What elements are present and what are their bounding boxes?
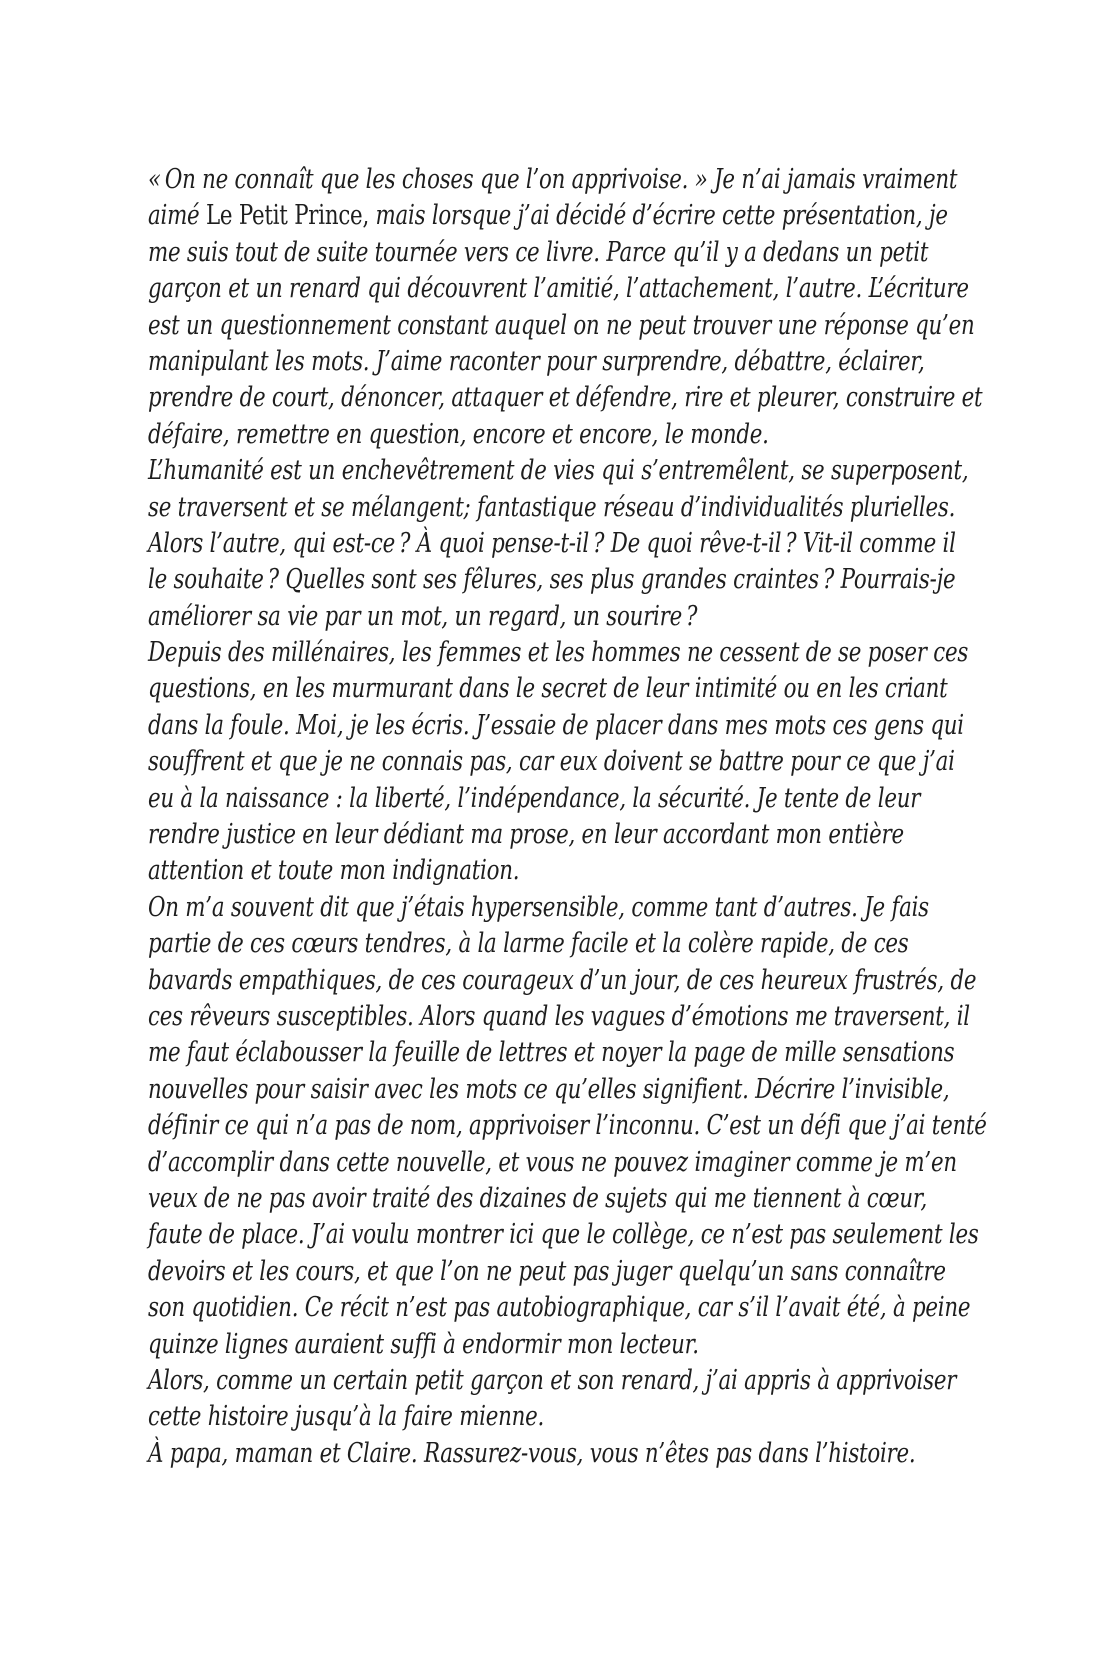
preface-text-block	[148, 162, 987, 1472]
text-segment: Alors, comme un certain petit garçon et son renard, j’ai appris à apprivoiser	[148, 1364, 957, 1396]
text-segment: quinze lignes auraient suffi à endormir mon lecteur.	[148, 1328, 699, 1360]
text-line	[148, 344, 925, 380]
text-line	[148, 1399, 804, 1435]
text-line	[148, 1327, 804, 1363]
text-line	[148, 271, 969, 307]
text-segment: Depuis des millénaires, les femmes et les hommes ne cessent de se poser ces	[148, 637, 969, 669]
text-line	[148, 453, 969, 489]
text-line	[148, 308, 975, 344]
text-line	[148, 853, 804, 889]
text-segment: d’accomplir dans cette nouvelle, et vous ne pouvez imaginer comme je m’en	[148, 1146, 957, 1178]
text-line	[148, 562, 956, 598]
text-segment: se traversent et se mélangent; fantastique réseau d’individualités plurielles.	[148, 491, 956, 523]
text-segment: faute de place. J’ai voulu montrer ici que le collège, ce n’est pas seulement les	[148, 1219, 979, 1251]
text-segment: attention et toute mon indignation.	[148, 855, 520, 887]
text-line	[148, 1290, 971, 1326]
text-line	[148, 635, 969, 671]
text-line	[148, 890, 929, 926]
text-segment: questions, en les murmurant dans le secret de leur intimité ou en les criant	[148, 673, 948, 705]
text-line	[148, 708, 964, 744]
text-line	[148, 1145, 957, 1181]
text-segment: me suis tout de suite tournée vers ce livre. Parce qu’il y a dedans un petit	[148, 236, 929, 268]
text-line	[148, 380, 983, 416]
text-line	[148, 417, 804, 453]
text-segment: le souhaite ? Quelles sont ses fêlures, ses plus grandes craintes ? Pourrais-je	[148, 564, 956, 596]
text-segment: définir ce qui n’a pas de nom, apprivoiser l’inconnu. C’est un défi que j’ai tenté	[148, 1110, 987, 1142]
text-line	[148, 1254, 946, 1290]
text-segment: prendre de court, dénoncer, attaquer et défendre, rire et pleurer, construire et	[148, 382, 983, 414]
text-line	[148, 817, 904, 853]
text-segment: ces rêveurs susceptibles. Alors quand les vagues d’émotions me traversent, il	[148, 1000, 970, 1032]
text-line	[148, 1217, 979, 1253]
text-line	[148, 926, 909, 962]
text-line	[148, 599, 804, 635]
text-segment: défaire, remettre en question, encore et encore, le monde.	[148, 418, 769, 450]
text-segment: « On ne connaît que les choses que l’on apprivoise. » Je n’ai jamais vraiment	[148, 164, 958, 195]
text-segment: garçon et un renard qui découvrent l’amitié, l’attachement, l’autre. L’écriture	[148, 273, 969, 305]
text-line	[148, 162, 958, 198]
text-segment: cette histoire jusqu’à la faire mienne.	[148, 1401, 545, 1433]
text-segment: manipulant les mots. J’aime raconter pour surprendre, débattre, éclairer,	[148, 345, 925, 377]
text-segment: son quotidien. Ce récit n’est pas autobiographique, car s’il l’avait été, à peine	[148, 1292, 971, 1324]
book-title-mention: Le Petit Prince,	[205, 200, 369, 232]
text-segment: améliorer sa vie par un mot, un regard, un sourire ?	[148, 600, 698, 632]
text-segment: mais lorsque j’ai décidé d’écrire cette présentation, je	[368, 200, 948, 232]
text-line	[148, 744, 955, 780]
text-line	[148, 198, 948, 234]
text-line	[148, 526, 956, 562]
text-line	[148, 235, 929, 271]
text-line	[148, 1035, 955, 1071]
text-line	[148, 1363, 957, 1399]
text-segment: veux de ne pas avoir traité des dizaines de sujets qui me tiennent à cœur,	[148, 1182, 928, 1214]
text-line	[148, 1436, 916, 1472]
text-line	[148, 490, 956, 526]
text-segment: eu à la naissance : la liberté, l’indépendance, la sécurité. Je tente de leur	[148, 782, 921, 814]
text-segment: est un questionnement constant auquel on ne peut trouver une réponse qu’en	[148, 309, 975, 341]
text-line	[148, 1108, 987, 1144]
text-segment: me faut éclabousser la feuille de lettres et noyer la page de mille sensations	[148, 1037, 955, 1069]
text-segment: On m’a souvent dit que j’étais hypersensible, comme tant d’autres. Je fais	[148, 891, 929, 923]
text-segment: L’humanité est un enchevêtrement de vies qui s’entremêlent, se superposent,	[148, 455, 969, 487]
text-line	[148, 1072, 950, 1108]
text-line	[148, 671, 948, 707]
text-segment: dans la foule. Moi, je les écris. J’essaie de placer dans mes mots ces gens qui	[148, 709, 964, 741]
text-segment: devoirs et les cours, et que l’on ne peut pas juger quelqu’un sans connaître	[148, 1255, 946, 1287]
text-line	[148, 999, 970, 1035]
text-line	[148, 781, 921, 817]
text-segment: rendre justice en leur dédiant ma prose, en leur accordant mon entière	[148, 819, 904, 851]
text-line	[148, 963, 977, 999]
text-segment: partie de ces cœurs tendres, à la larme facile et la colère rapide, de ces	[148, 928, 909, 960]
text-segment: nouvelles pour saisir avec les mots ce qu’elles signifient. Décrire l’invisible,	[148, 1073, 950, 1105]
text-line	[148, 1181, 928, 1217]
text-segment: Alors l’autre, qui est-ce ? À quoi pense-t-il ? De quoi rêve-t-il ? Vit-il comme il	[148, 527, 956, 559]
text-segment: souffrent et que je ne connais pas, car eux doivent se battre pour ce que j’ai	[148, 746, 955, 778]
text-segment: À papa, maman et Claire. Rassurez-vous, vous n’êtes pas dans l’histoire.	[148, 1437, 916, 1469]
text-segment: aimé	[148, 200, 206, 232]
text-segment: bavards empathiques, de ces courageux d’un jour, de ces heureux frustrés, de	[148, 964, 977, 996]
